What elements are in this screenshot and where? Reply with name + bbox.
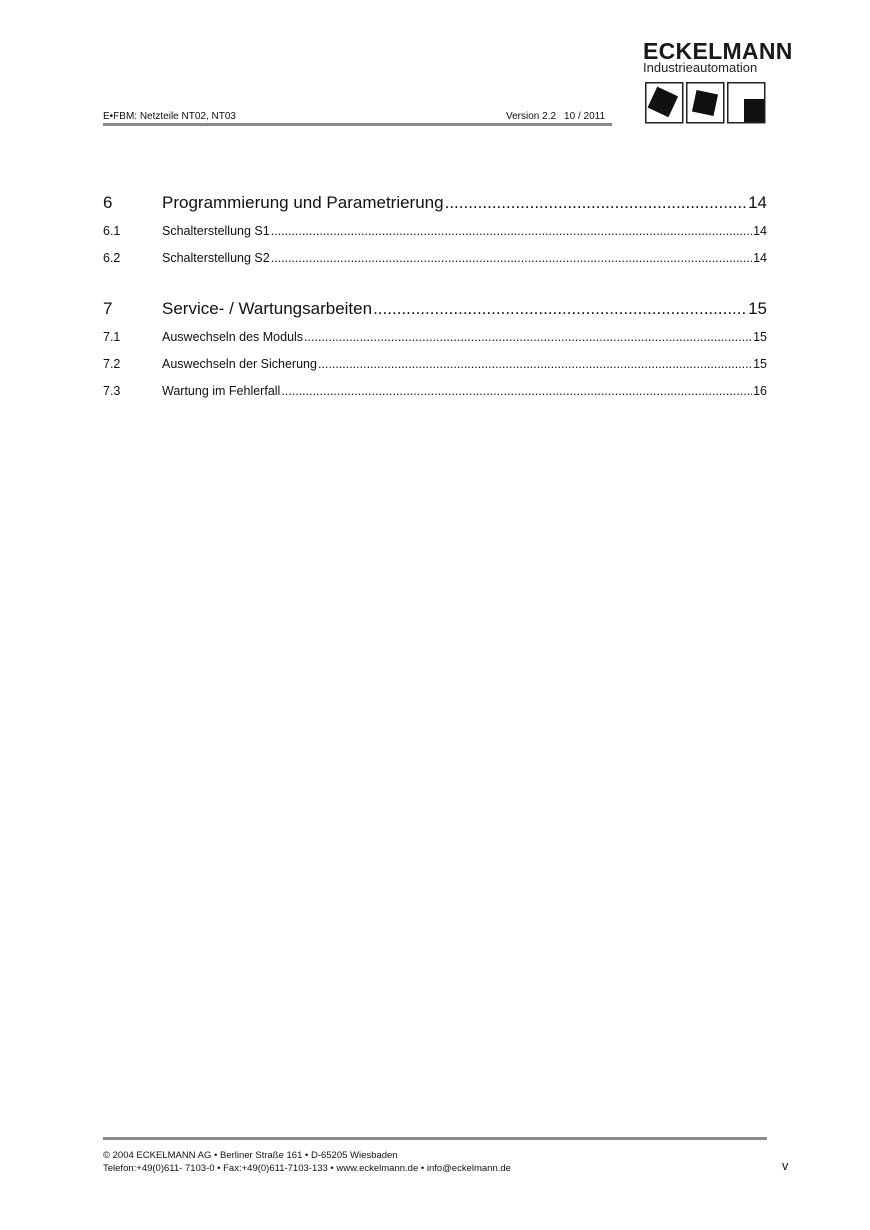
toc-entry-number: 6 — [103, 193, 113, 212]
toc-dot-leader — [445, 193, 747, 213]
toc-entry-page: 15 — [753, 357, 767, 371]
page-number: v — [782, 1159, 789, 1173]
toc-entry-6-2[interactable] — [103, 251, 767, 265]
toc-dot-leader — [281, 384, 752, 398]
logo-square-3 — [744, 99, 764, 122]
toc-entry-7[interactable] — [103, 299, 767, 319]
toc-entry-page: 14 — [753, 224, 767, 238]
header-version-label: Version 2.2 — [506, 111, 557, 122]
toc-entry-title: Schalterstellung S2 — [162, 251, 270, 265]
toc-entry-title: Auswechseln des Moduls — [162, 330, 304, 344]
toc-entry-number: 6.2 — [103, 251, 121, 265]
toc-entry-6-1[interactable] — [103, 224, 767, 238]
toc-entry-7-2[interactable] — [103, 357, 767, 371]
company-logo-name: ECKELMANN — [643, 38, 793, 64]
toc-entry-title: Service- / Wartungsarbeiten — [162, 299, 373, 318]
header-date: 10 / 2011 — [564, 111, 606, 122]
footer-divider — [103, 1137, 767, 1140]
toc-entry-page: 14 — [753, 251, 767, 265]
toc-entry-title: Wartung im Fehlerfall — [162, 384, 281, 398]
company-logo-mark — [645, 82, 769, 126]
toc-entry-page: 15 — [753, 330, 767, 344]
toc-entry-number: 7.1 — [103, 330, 121, 344]
toc-dot-leader — [373, 299, 747, 319]
toc-dot-leader — [304, 330, 752, 344]
toc-entry-number: 6.1 — [103, 224, 121, 238]
toc-entry-number: 7.3 — [103, 384, 121, 398]
toc-entry-title: Schalterstellung S1 — [162, 224, 270, 238]
toc-entry-7-3[interactable] — [103, 384, 767, 398]
toc-entry-number: 7 — [103, 299, 113, 318]
footer-address: © 2004 ECKELMANN AG • Berliner Straße 161 • D-65205 Wiesbaden — [103, 1150, 398, 1161]
toc-entry-title: Auswechseln der Sicherung — [162, 357, 317, 371]
header-version — [506, 111, 605, 122]
footer-contact: Telefon:+49(0)611- 7103-0 • Fax:+49(0)611-7103-133 • www.eckelmann.de • info@eckelmann.de — [103, 1163, 511, 1174]
header-divider — [103, 123, 612, 126]
logo-square-rotated-2 — [692, 90, 718, 116]
toc-dot-leader — [271, 224, 752, 238]
toc-entry-page: 15 — [748, 299, 767, 318]
company-logo-subtitle: Industrieautomation — [643, 60, 758, 75]
toc-entry-6[interactable] — [103, 193, 767, 213]
toc-entry-7-1[interactable] — [103, 330, 767, 344]
toc-entry-title: Programmierung und Parametrierung — [162, 193, 444, 212]
toc-entry-number: 7.2 — [103, 357, 121, 371]
toc-dot-leader — [271, 251, 752, 265]
header-document-title: E•FBM: Netzteile NT02, NT03 — [103, 111, 236, 122]
toc-dot-leader — [318, 357, 752, 371]
toc-entry-page: 14 — [748, 193, 767, 212]
toc-entry-page: 16 — [753, 384, 767, 398]
